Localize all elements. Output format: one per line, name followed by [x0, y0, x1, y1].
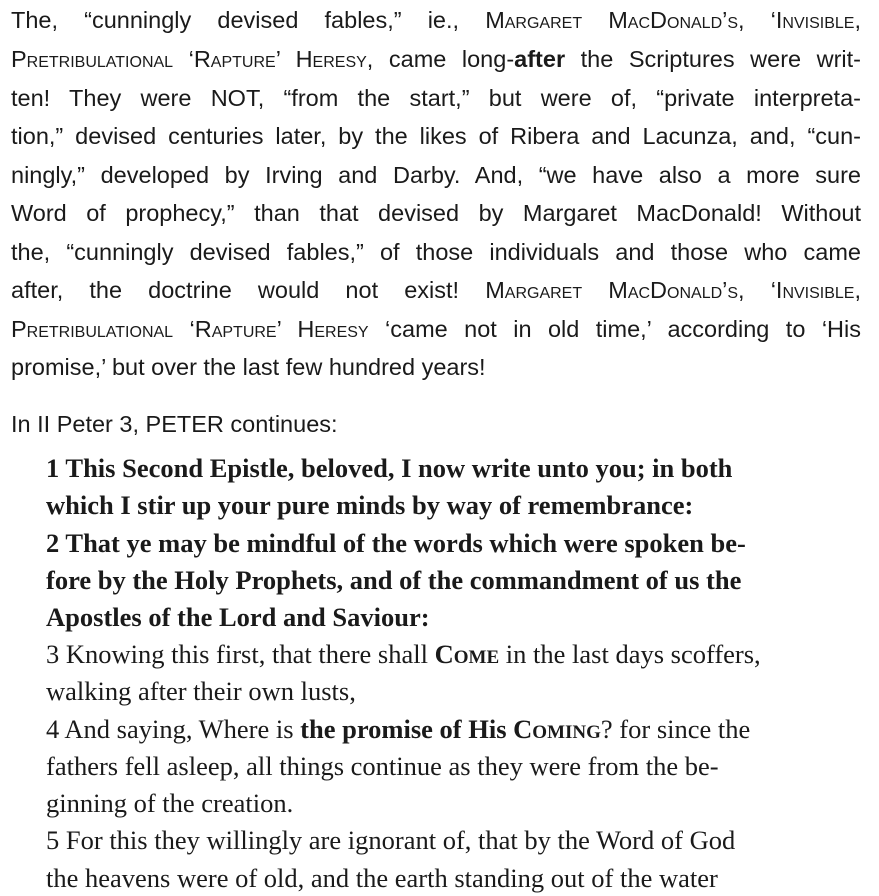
verse-3-line-1	[46, 638, 761, 670]
verse-1-line-2: which I stir up your pure minds by way of remembrance:	[46, 490, 694, 520]
text: The, “cunningly devised fables,” ie.,	[11, 7, 486, 33]
text: after, the doctrine would not exist!	[11, 277, 486, 303]
para1-line-3: ten! They were NOT, “from the start,” but were of, “private interpreta-	[11, 85, 861, 111]
para1-line-2	[11, 44, 861, 74]
text: came long-	[373, 46, 515, 72]
smallcaps-text: Margaret MacDonald’s, ‘Invisible,	[485, 277, 862, 303]
text: the Scriptures were writ-	[565, 46, 862, 72]
verse-4-line-2: fathers fell asleep, all things continue as they were from the be-	[46, 751, 719, 781]
intro-line: In II Peter 3, PETER continues:	[11, 411, 338, 437]
verse-2-line-2: fore by the Holy Prophets, and of the commandment of us the	[46, 565, 742, 595]
bold-text: the promise of His	[300, 714, 514, 744]
verse-4-line-3: ginning of the creation.	[46, 788, 294, 818]
text: in the last days scoffers,	[499, 639, 761, 669]
bold-smallcaps-text: Coming	[513, 714, 601, 744]
para1-line-4: tion,” devised centuries later, by the likes of Ribera and Lacunza, and, “cun-	[11, 123, 861, 149]
para1-line-6: Word of prophecy,” than that devised by Margaret MacDonald! Without	[11, 200, 861, 226]
para1-line-5: ningly,” developed by Irving and Darby. And, “we have also a more sure	[11, 162, 861, 188]
para1-line-1	[11, 5, 861, 35]
text: 4 And saying, Where is	[46, 714, 301, 744]
para1-line-7: the, “cunningly devised fables,” of those individuals and those who came	[11, 239, 861, 265]
text: 3 Knowing this first, that there shall	[46, 639, 435, 669]
verse-2-line-3: Apostles of the Lord and Saviour:	[46, 602, 430, 632]
verse-3-line-2: walking after their own lusts,	[46, 676, 356, 706]
verse-5-line-2: the heavens were of old, and the earth standing out of the water	[46, 863, 718, 893]
smallcaps-text: Margaret MacDonald’s, ‘Invisible,	[485, 7, 861, 33]
verse-2-line-1: 2 That ye may be mindful of the words which were spoken be-	[46, 528, 746, 558]
para1-line-8	[11, 275, 861, 305]
para1-line-10: promise,’ but over the last few hundred years!	[11, 354, 486, 380]
bold-smallcaps-text: Come	[434, 639, 500, 669]
text: ‘came not in old time,’ according to ‘His	[368, 316, 861, 342]
smallcaps-text: Pretribulational ‘Rapture’ Heresy	[11, 316, 369, 342]
text: ? for since the	[600, 714, 751, 744]
verse-5-line-1: 5 For this they willingly are ignorant of, that by the Word of God	[46, 825, 736, 855]
verse-4-line-1	[46, 713, 750, 745]
smallcaps-text: Pretribulational ‘Rapture’ Heresy,	[11, 46, 374, 72]
verse-1-line-1: 1 This Second Epistle, beloved, I now write unto you; in both	[46, 453, 733, 483]
bold-text: after	[514, 46, 566, 72]
para1-line-9	[11, 314, 861, 344]
